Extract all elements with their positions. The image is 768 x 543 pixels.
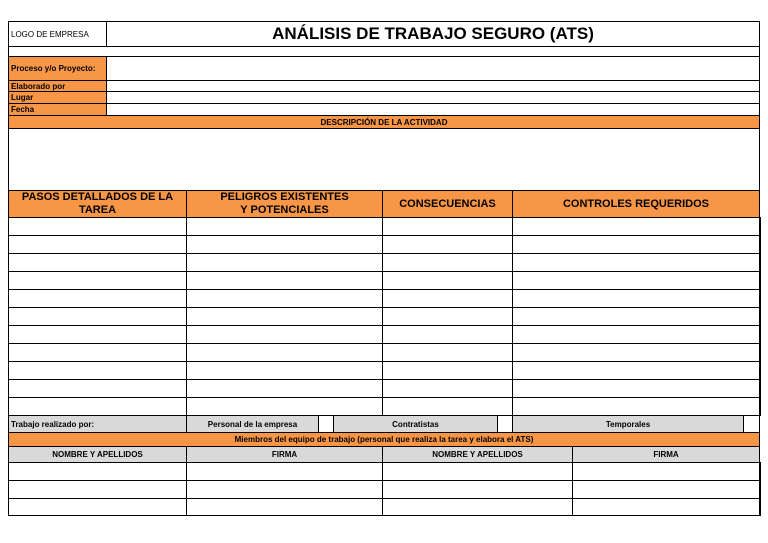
logo-box: [8, 21, 107, 47]
descripcion-field[interactable]: [8, 128, 760, 191]
miembros-cell[interactable]: [186, 462, 383, 481]
table-cell[interactable]: [382, 235, 513, 254]
table-cell[interactable]: [512, 289, 761, 308]
personal-checkbox[interactable]: [318, 415, 334, 433]
temporales-label-cell: [512, 415, 744, 433]
table-cell[interactable]: [512, 397, 761, 416]
miembros-header-nombre-2: NOMBRE Y APELLIDOS: [382, 446, 573, 463]
table-cell[interactable]: [186, 397, 383, 416]
miembros-cell[interactable]: [8, 480, 187, 499]
descripcion-header: [8, 115, 760, 129]
proceso-label: Proceso y/o Proyecto:: [11, 64, 96, 73]
proceso-field[interactable]: [106, 56, 760, 81]
column-header-peligros: PELIGROS EXISTENTES Y POTENCIALES: [186, 190, 383, 218]
miembros-cell[interactable]: [186, 480, 383, 499]
table-cell[interactable]: [186, 379, 383, 398]
table-cell[interactable]: [8, 271, 187, 290]
miembros-cell[interactable]: [572, 462, 761, 481]
temporales-label: Temporales: [605, 419, 651, 429]
proceso-label-cell: [8, 56, 107, 81]
miembros-cell[interactable]: [8, 462, 187, 481]
table-cell[interactable]: [382, 361, 513, 380]
miembros-cell[interactable]: [8, 498, 187, 516]
steps-table-body: [8, 217, 760, 416]
table-cell[interactable]: [512, 361, 761, 380]
contratistas-checkbox[interactable]: [497, 415, 513, 433]
miembros-header-nombre-1: NOMBRE Y APELLIDOS: [8, 446, 187, 463]
realizado-label: Trabajo realizado por:: [11, 419, 95, 429]
table-cell[interactable]: [382, 397, 513, 416]
miembros-cell[interactable]: [572, 480, 761, 499]
miembros-cell[interactable]: [382, 498, 573, 516]
miembros-cell[interactable]: [382, 462, 573, 481]
miembros-header-firma-1: FIRMA: [186, 446, 383, 463]
realizado-label-cell: [8, 415, 187, 433]
table-cell[interactable]: [382, 253, 513, 272]
page-title-box: [106, 21, 760, 47]
table-cell[interactable]: [8, 379, 187, 398]
table-cell[interactable]: [512, 217, 761, 236]
page-title: ANÁLISIS DE TRABAJO SEGURO (ATS): [272, 24, 594, 43]
table-cell[interactable]: [382, 271, 513, 290]
lugar-label: Lugar: [11, 93, 34, 102]
miembros-header: [8, 432, 760, 447]
miembros-cell[interactable]: [382, 480, 573, 499]
elaborado-label: Elaborado por: [11, 81, 66, 91]
miembros-header-firma-2: FIRMA: [572, 446, 760, 463]
table-cell[interactable]: [512, 307, 761, 326]
table-cell[interactable]: [186, 217, 383, 236]
table-cell[interactable]: [186, 325, 383, 344]
table-cell[interactable]: [186, 289, 383, 308]
table-cell[interactable]: [382, 307, 513, 326]
contratistas-label-cell: [333, 415, 498, 433]
table-cell[interactable]: [8, 217, 187, 236]
table-cell[interactable]: [382, 217, 513, 236]
fecha-label: Fecha: [11, 105, 35, 114]
table-cell[interactable]: [186, 361, 383, 380]
table-cell[interactable]: [8, 289, 187, 308]
table-cell[interactable]: [186, 253, 383, 272]
table-cell[interactable]: [186, 307, 383, 326]
table-cell[interactable]: [186, 235, 383, 254]
table-cell[interactable]: [8, 235, 187, 254]
table-cell[interactable]: [382, 289, 513, 308]
personal-label-cell: [186, 415, 319, 433]
miembros-title: Miembros del equipo de trabajo (personal que realiza la tarea y elabora el ATS): [234, 435, 534, 444]
column-header-pasos: PASOS DETALLADOS DE LA TAREA: [8, 190, 187, 218]
table-cell[interactable]: [8, 397, 187, 416]
temporales-checkbox[interactable]: [743, 415, 760, 433]
column-header-controles: CONTROLES REQUERIDOS: [512, 190, 760, 218]
table-cell[interactable]: [382, 325, 513, 344]
miembros-cell[interactable]: [186, 498, 383, 516]
logo-label: LOGO DE EMPRESA: [11, 29, 89, 39]
table-cell[interactable]: [8, 253, 187, 272]
table-cell[interactable]: [382, 343, 513, 362]
contratistas-label: Contratistas: [392, 419, 439, 429]
table-cell[interactable]: [186, 271, 383, 290]
table-cell[interactable]: [512, 343, 761, 362]
table-cell[interactable]: [8, 343, 187, 362]
table-cell[interactable]: [8, 361, 187, 380]
table-cell[interactable]: [512, 325, 761, 344]
miembros-table-body: [8, 462, 760, 516]
column-header-consecuencias: CONSECUENCIAS: [382, 190, 513, 218]
table-cell[interactable]: [8, 325, 187, 344]
table-cell[interactable]: [186, 343, 383, 362]
miembros-cell[interactable]: [572, 498, 761, 516]
descripcion-label: DESCRIPCIÓN DE LA ACTIVIDAD: [320, 117, 448, 127]
table-cell[interactable]: [512, 235, 761, 254]
table-cell[interactable]: [512, 271, 761, 290]
personal-label: Personal de la empresa: [207, 419, 298, 429]
table-cell[interactable]: [512, 379, 761, 398]
table-cell[interactable]: [382, 379, 513, 398]
table-cell[interactable]: [8, 307, 187, 326]
table-cell[interactable]: [512, 253, 761, 272]
